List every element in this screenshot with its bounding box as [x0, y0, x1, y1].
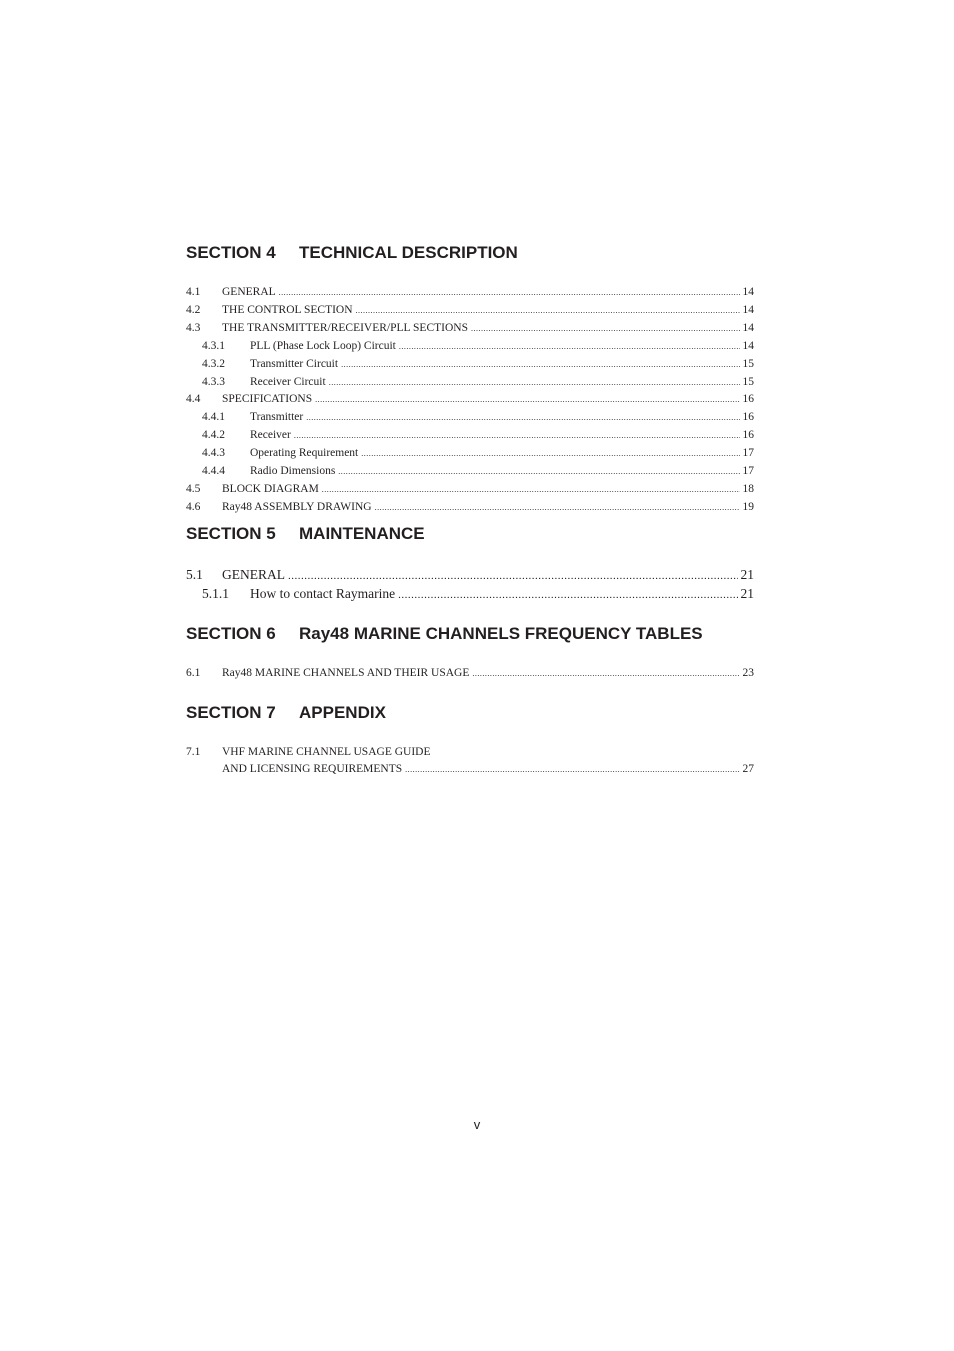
dot-leader [294, 427, 740, 445]
entry-number: 4.3.3 [202, 375, 225, 388]
entry-page: 21 [740, 586, 754, 601]
toc-section-6 [186, 624, 754, 679]
toc-section-5 [186, 524, 754, 601]
section-number: SECTION 5 [186, 524, 276, 543]
entry-page: 19 [742, 500, 754, 513]
toc-entry [186, 499, 754, 517]
toc-section-4 [186, 243, 754, 513]
entry-page: 27 [742, 762, 754, 775]
entry-page: 17 [742, 447, 754, 460]
entry-number: 4.3.2 [202, 357, 225, 370]
dot-leader [356, 302, 740, 320]
toc-subentry [186, 356, 754, 374]
entry-page: 15 [742, 375, 754, 388]
dot-leader [375, 499, 740, 517]
dot-leader [405, 761, 739, 779]
entry-number: 6.1 [186, 667, 201, 679]
toc-subentry [186, 427, 754, 445]
toc-entry [186, 320, 754, 338]
section-heading [186, 243, 754, 263]
page-number: v [473, 1117, 481, 1132]
dot-leader [315, 391, 739, 409]
section-number: SECTION 7 [186, 703, 276, 722]
entry-page: 16 [742, 393, 754, 406]
section-title: APPENDIX [299, 703, 386, 722]
entry-title: How to contact Raymarine [250, 586, 396, 601]
toc-entry [186, 284, 754, 302]
entry-page: 21 [740, 567, 754, 582]
entry-number: 4.3 [186, 321, 201, 334]
entry-title: THE CONTROL SECTION [222, 303, 353, 316]
entry-title: SPECIFICATIONS [222, 393, 313, 406]
section-number: SECTION 4 [186, 243, 276, 262]
entry-title: Radio Dimensions [250, 465, 336, 478]
entry-page: 16 [742, 411, 754, 424]
dot-leader [322, 481, 740, 499]
dot-leader [398, 585, 737, 604]
entry-title: Ray48 ASSEMBLY DRAWING [222, 500, 372, 513]
toc-section-7 [186, 703, 754, 775]
entry-number: 4.4.2 [202, 429, 225, 442]
toc-entry-continuation [186, 761, 754, 779]
entry-number: 4.4.3 [202, 447, 225, 460]
toc-entry [186, 481, 754, 499]
toc-subentry [186, 409, 754, 427]
entry-page: 14 [742, 321, 754, 334]
dot-leader [338, 463, 739, 481]
entry-number: 4.4.4 [202, 465, 225, 478]
entry-title: PLL (Phase Lock Loop) Circuit [250, 339, 396, 352]
section-title: Ray48 MARINE CHANNELS FREQUENCY TABLES [299, 624, 703, 643]
toc-entries [186, 284, 754, 517]
section-title: MAINTENANCE [299, 524, 425, 543]
entry-title: Receiver [250, 429, 291, 442]
dot-leader [288, 566, 738, 585]
toc-entry [186, 391, 754, 409]
entry-number: 5.1.1 [202, 586, 229, 601]
toc-subentry [186, 445, 754, 463]
section-number: SECTION 6 [186, 624, 276, 643]
toc-subentry [186, 585, 754, 604]
entry-number: 4.6 [186, 500, 201, 513]
entry-title: Transmitter [250, 411, 304, 424]
toc-subentry [186, 374, 754, 392]
entry-page: 18 [742, 482, 754, 495]
entry-title: GENERAL [222, 286, 276, 298]
entry-title: BLOCK DIAGRAM [222, 482, 319, 495]
toc-subentry [186, 338, 754, 356]
entry-title: GENERAL [222, 567, 285, 582]
entry-page: 17 [742, 465, 754, 478]
entry-page: 14 [742, 339, 754, 352]
entry-page: 14 [742, 303, 754, 316]
entry-page: 23 [742, 667, 754, 679]
section-heading [186, 624, 754, 644]
toc-entry [186, 302, 754, 320]
entry-page: 15 [742, 357, 754, 370]
section-heading [186, 524, 754, 544]
entry-title: AND LICENSING REQUIREMENTS [222, 762, 403, 775]
entry-page: 16 [742, 429, 754, 442]
dot-leader [361, 445, 739, 463]
dot-leader [279, 284, 740, 302]
section-heading [186, 703, 754, 723]
section-title: TECHNICAL DESCRIPTION [299, 243, 518, 262]
entry-number: 7.1 [186, 746, 201, 758]
entry-title: Receiver Circuit [250, 375, 326, 388]
toc-entry [186, 566, 754, 585]
entry-number: 4.3.1 [202, 339, 225, 352]
entry-number: 4.4 [186, 393, 201, 406]
entry-number: 5.1 [186, 567, 203, 582]
entry-title: Transmitter Circuit [250, 357, 339, 370]
entry-title: Ray48 MARINE CHANNELS AND THEIR USAGE [222, 667, 470, 679]
dot-leader [306, 409, 739, 427]
toc-entry [186, 665, 754, 683]
entry-number: 4.2 [186, 303, 201, 316]
toc-entry [186, 744, 754, 761]
toc-entries [186, 566, 754, 604]
entry-number: 4.5 [186, 482, 201, 495]
dot-leader [472, 665, 739, 683]
toc-entries [186, 744, 754, 779]
dot-leader [341, 356, 739, 374]
entry-title: Operating Requirement [250, 447, 359, 460]
entry-title: THE TRANSMITTER/RECEIVER/PLL SECTIONS [222, 321, 468, 334]
dot-leader [329, 374, 740, 392]
toc-subentry [186, 463, 754, 481]
toc-entries [186, 665, 754, 683]
entry-title: VHF MARINE CHANNEL USAGE GUIDE [222, 746, 431, 758]
entry-page: 14 [742, 286, 754, 298]
dot-leader [471, 320, 740, 338]
entry-number: 4.4.1 [202, 411, 225, 424]
entry-number: 4.1 [186, 286, 201, 298]
dot-leader [399, 338, 740, 356]
